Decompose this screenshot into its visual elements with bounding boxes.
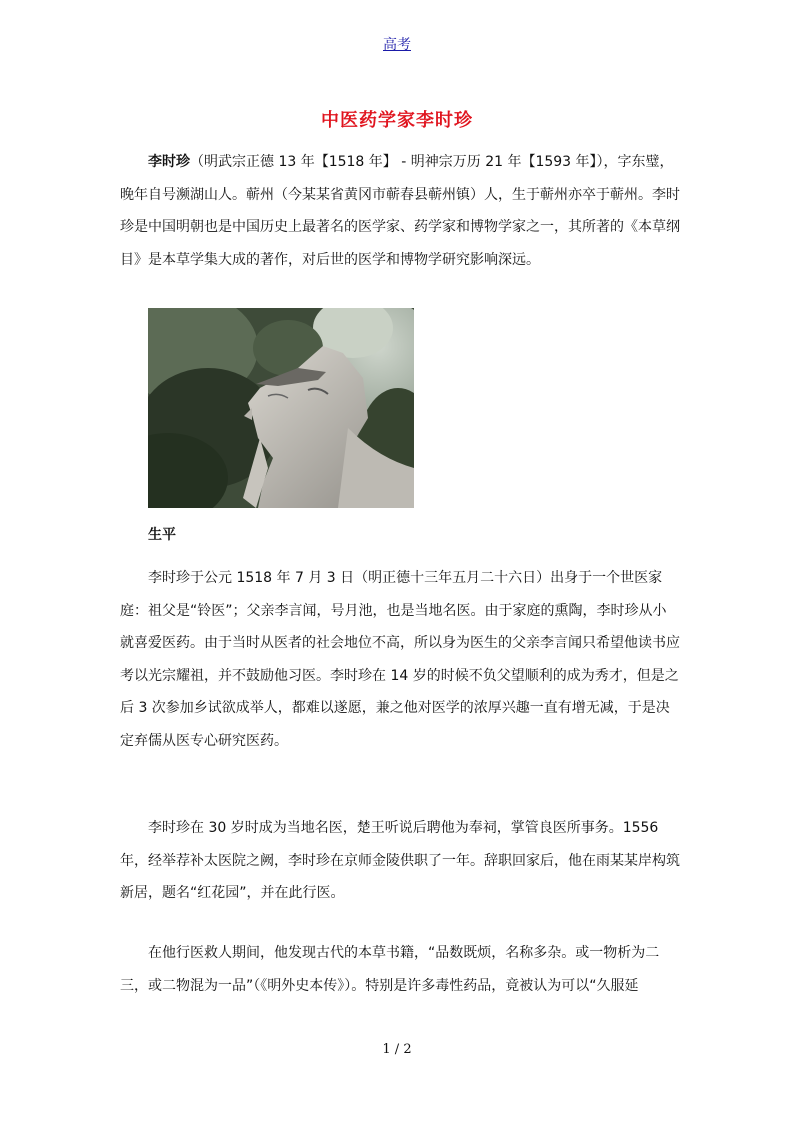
- statue-illustration: [148, 308, 414, 508]
- page-indicator: 1 / 2: [382, 1042, 412, 1057]
- body-paragraph: 在他行医救人期间，他发现古代的本草书籍，“品数既烦，名称多杂。或一物析为二三，或二物混为一品”（《明外史本传》）。特别是许多毒性药品，竟被认为可以“久服延: [120, 945, 660, 994]
- portrait-photo: [148, 308, 414, 508]
- body-paragraph: 李时珍于公元 1518 年 7 月 3 日（明正德十三年五月二十六日）出身于一个世医家庭：祖父是“铃医”；父亲李言闻，号月池，也是当地名医。由于家庭的熏陶，李时珍从小就喜爱医药。由于当时从医者的社会地位不高，所以身为医生的父亲李言闻只希望他读书应考以光宗耀祖，并不鼓励他习医。李时珍在 14 岁的时候不负父望顺利的成为秀才，但是之后 3 次参加乡试欲成举人，都难以遂愿，兼之他对医学的浓厚兴趣一直有增无减，于是决定弃儒从医专心研究医药。: [120, 570, 680, 749]
- intro-paragraph: [120, 146, 680, 276]
- body-paragraph: 李时珍在 30 岁时成为当地名医，楚王听说后聘他为奉祠，掌管良医所事务。1556 年，经举荐补太医院之阙，李时珍在京师金陵供职了一年。辞职回家后，他在雨某某岸构筑新居，题名“红花园”，并在此行医。: [120, 820, 680, 901]
- intro-text: （明武宗正德 13 年【1518 年】 - 明神宗万历 21 年【1593 年】），字东璧，晚年自号濒湖山人。蕲州（今某某省黄冈市蕲春县蕲州镇）人，生于蕲州亦卒于蕲州。李时珍是中国明朝也是中国历史上最著名的医学家、药学家和博物学家之一，其所著的《本草纲目》是本草学集大成的著作，对后世的医学和博物学研究影响深远。: [120, 154, 680, 268]
- section-heading: 生平: [148, 527, 176, 543]
- person-name: 李时珍: [148, 154, 190, 170]
- document-header: [0, 34, 794, 54]
- header-link[interactable]: 高考: [383, 37, 411, 53]
- document-title: 中医药学家李时珍: [321, 110, 473, 131]
